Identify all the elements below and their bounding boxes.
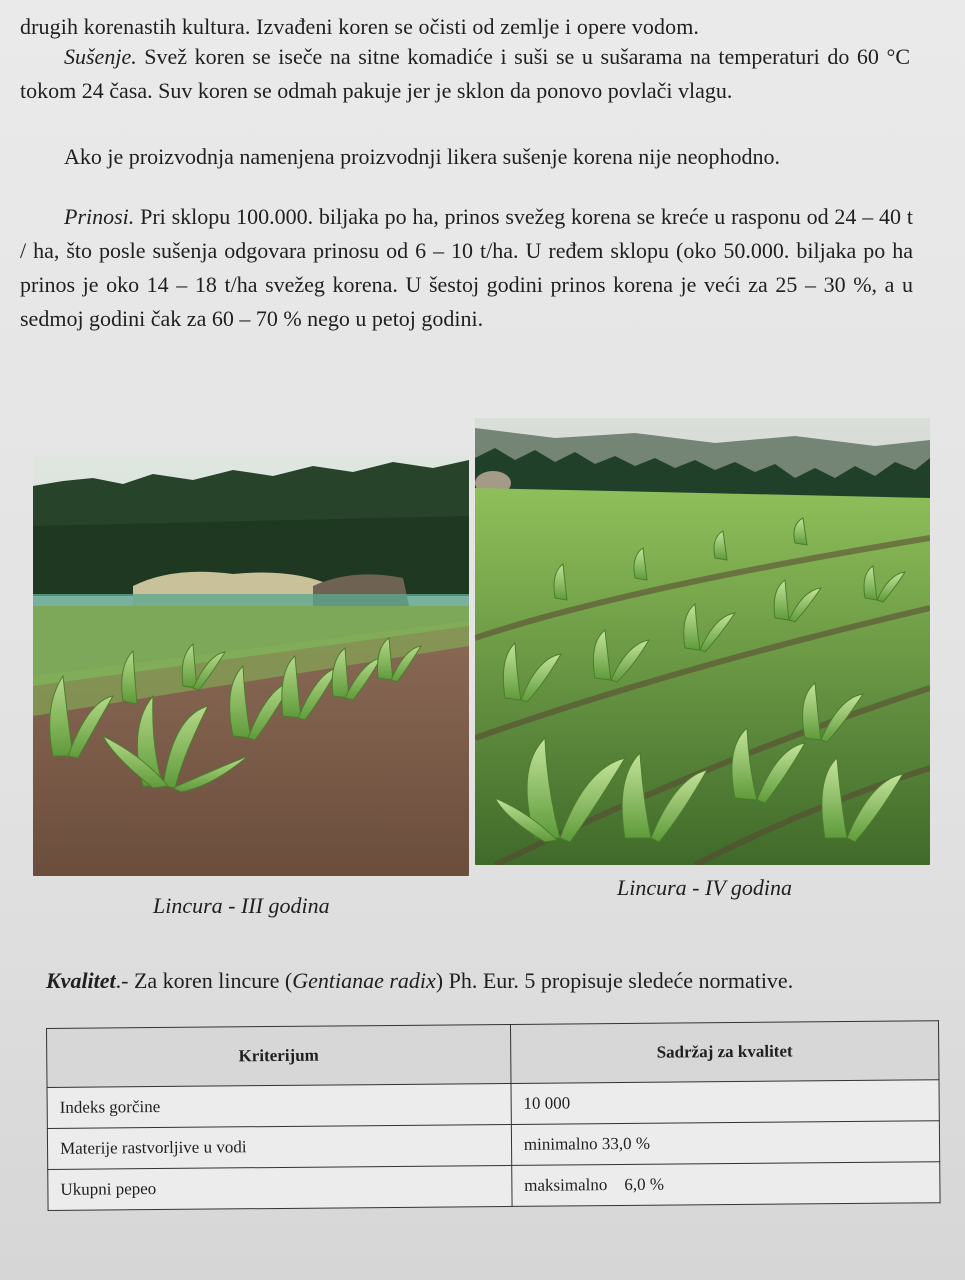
table-cell: minimalno 33,0 %	[511, 1121, 940, 1166]
field-photo-2-graphic	[475, 418, 930, 865]
quality-intro	[46, 968, 793, 994]
drying-paragraph	[20, 40, 910, 108]
table-cell: Materije rastvorljive u vodi	[47, 1124, 511, 1169]
quality-label: Kvalitet	[46, 968, 116, 993]
drying-label: Sušenje.	[64, 44, 137, 69]
photo-caption-year-4: Lincura - IV godina	[617, 875, 792, 900]
quality-latin-name: Gentianae radix	[292, 968, 436, 993]
header-criterion: Kriterijum	[47, 1024, 511, 1087]
quality-text-after: ) Ph. Eur. 5 propisuje sledeće normative.	[435, 968, 794, 993]
table-cell: 10 000	[511, 1080, 940, 1125]
yields-paragraph	[20, 200, 913, 336]
table-cell: Ukupni pepeo	[48, 1165, 512, 1210]
yields-label: Prinosi.	[64, 204, 135, 229]
table-header-row	[47, 1021, 939, 1088]
photo-gentian-year-4	[475, 418, 930, 865]
liqueur-text: Ako je proizvodnja namenjena proizvodnji likera sušenje korena nije neophodno.	[64, 144, 781, 169]
table-row	[48, 1162, 940, 1211]
quality-table	[46, 1020, 941, 1211]
field-photo-1-graphic	[33, 456, 469, 876]
liqueur-paragraph	[20, 140, 910, 174]
drying-text: Svež koren se iseče na sitne komadiće i suši se u sušarama na temperaturi do 60 °C tokom 24 časa. Suv koren se odmah pakuje jer je sklon da ponovo povlači vlagu.	[20, 44, 910, 103]
top-text-line: drugih korenastih kultura. Izvađeni koren se očisti od zemlje i opere vodom.	[20, 14, 700, 39]
header-content: Sadržaj za kvalitet	[510, 1021, 939, 1084]
photo-caption-year-3: Lincura - III godina	[153, 893, 330, 918]
table-cell: Indeks gorčine	[47, 1083, 511, 1128]
photo-gentian-year-3	[33, 456, 469, 876]
table-cell: maksimalno 6,0 %	[512, 1162, 941, 1207]
yields-text: Pri sklopu 100.000. biljaka po ha, prinos svežeg korena se kreće u rasponu od 24 – 40 t / ha, što posle sušenja odgovara prinosu od 6 – 10 t/ha. U ređem sklopu (oko 50.000. biljaka po ha prinos je oko 14 – 18 t/ha svežeg korena. U šestoj godini prinos korena je veći za 25 – 30 %, a u sedmoj godini čak za 60 – 70 % nego u petoj godini.	[20, 204, 913, 331]
quality-text-before: .- Za koren lincure (	[115, 968, 293, 993]
